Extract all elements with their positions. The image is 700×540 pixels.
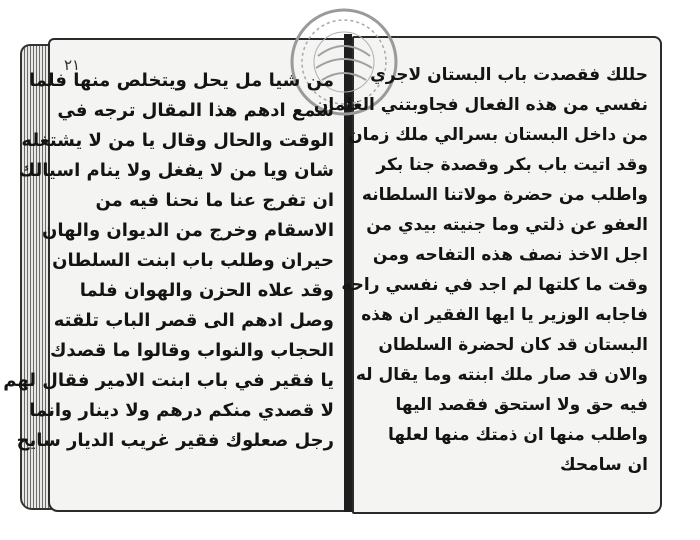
text-line: ان تفرج عنا ما نحنا فيه من <box>95 190 334 211</box>
text-line: وقد علاه الحزن والهوان فلما <box>79 280 334 301</box>
text-line: الحجاب والنواب وقالوا ما قصدك <box>49 340 334 361</box>
text-line: العفو عن ذلتي وما جنيته بيدي من <box>366 215 648 235</box>
text-line: وصل ادهم الى قصر الباب تلقته <box>53 310 334 331</box>
text-line: ان سامحك <box>560 455 648 475</box>
text-line: الاسقام وخرج من الديوان والهان <box>42 220 334 241</box>
text-line: والان قد صار ملك ابنته وما يقال له <box>355 365 648 385</box>
text-line: سمع ادهم هذا المقال ترجه في <box>57 100 334 121</box>
text-line: البستان قد كان لحضرة السلطان <box>378 335 648 355</box>
text-line: فيه حق ولا استحق فقصد اليها <box>395 395 648 415</box>
text-line: من شيا مل يحل ويتخلص منها فلما <box>28 70 334 91</box>
text-line: واطلب من حضرة مولاتنا السلطانه <box>361 185 648 205</box>
text-line: وقت ما كلتها لم اجد في نفسي راحه <box>341 275 648 295</box>
text-line: يا فقير في باب ابنت الامير فقال لهم <box>3 370 334 391</box>
text-line: وقد اتيت باب بكر وقصدة جنا بكر <box>376 155 648 175</box>
text-line: فاجابه الوزير يا ايها الفقير ان هذه <box>361 305 648 325</box>
text-line: حيران وطلب باب ابنت السلطان <box>52 250 334 271</box>
text-line: من داخل البستان بسرالي ملك زمان <box>348 125 648 145</box>
right-page-text <box>313 60 648 480</box>
text-line: رجل صعلوك فقير غريب الديار سايح <box>16 430 334 451</box>
text-line: نفسي من هذه الفعال فجاوبتني الغلمان <box>313 95 648 115</box>
text-line: لا قصدي منكم درهم ولا دينار وانما <box>29 400 334 421</box>
folio-number: ٢١ <box>64 56 81 74</box>
text-line: اجل الاخذ نصف هذه التفاحه ومن <box>372 245 648 265</box>
text-line: شان ويا من لا يفغل ولا ينام اسيالك <box>18 160 334 181</box>
text-line: واطلب منها ان ذمتك منها لعلها <box>388 425 648 445</box>
text-line: حللك فقصدت باب البستان لاجري <box>370 65 648 85</box>
text-line: الوقت والحال وقال يا من لا يشتغله <box>21 130 334 151</box>
left-page-text <box>3 66 334 456</box>
